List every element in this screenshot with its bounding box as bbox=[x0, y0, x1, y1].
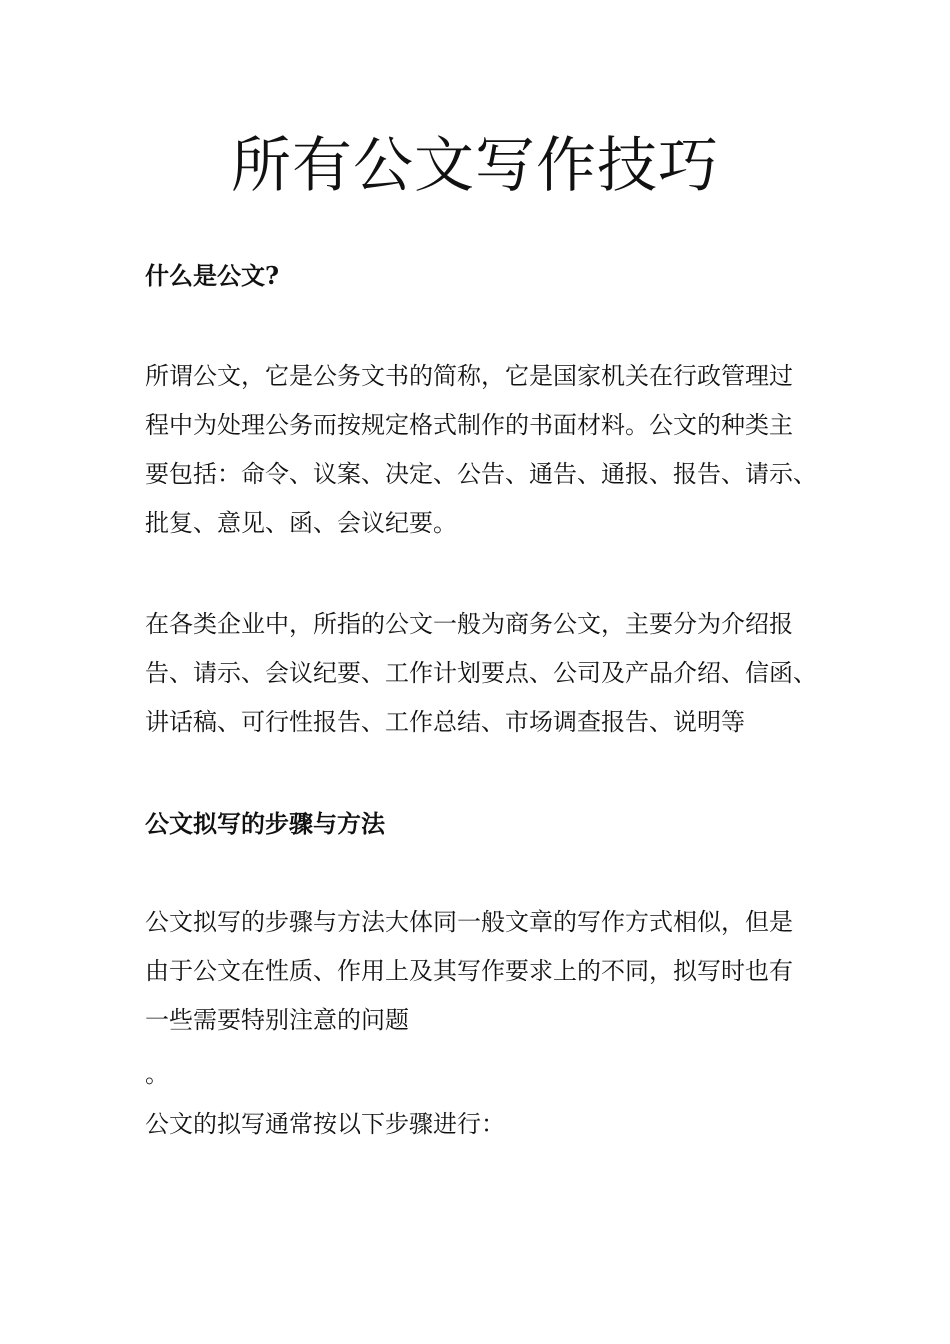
paragraph-line: 讲话稿、可行性报告、工作总结、市场调查报告、说明等 bbox=[145, 708, 745, 736]
section-heading-what-is-official-document: 什么是公文? bbox=[145, 261, 280, 290]
paragraph-line: 批复、意见、函、会议纪要。 bbox=[145, 509, 457, 537]
paragraph-line: 由于公文在性质、作用上及其写作要求上的不同，拟写时也有 bbox=[145, 957, 793, 985]
paragraph-line: 程中为处理公务而按规定格式制作的书面材料。公文的种类主 bbox=[145, 411, 793, 439]
paragraph-line: 公文拟写的步骤与方法大体同一般文章的写作方式相似，但是 bbox=[145, 908, 793, 936]
document-title: 所有公文写作技巧 bbox=[231, 131, 719, 201]
paragraph-drafting-methods bbox=[145, 898, 825, 1045]
paragraph-line: 要包括：命令、议案、决定、公告、通告、通报、报告、请示、 bbox=[145, 460, 817, 488]
paragraph-business-documents bbox=[145, 600, 825, 747]
section-heading-drafting-steps: 公文拟写的步骤与方法 bbox=[145, 809, 385, 838]
paragraph-line: 一些需要特别注意的问题 bbox=[145, 1006, 409, 1034]
paragraph-line: 告、请示、会议纪要、工作计划要点、公司及产品介绍、信函、 bbox=[145, 659, 817, 687]
paragraph-line: 在各类企业中，所指的公文一般为商务公文，主要分为介绍报 bbox=[145, 610, 793, 638]
paragraph-definition bbox=[145, 352, 825, 548]
paragraph-line: 所谓公文，它是公务文书的简称，它是国家机关在行政管理过 bbox=[145, 362, 793, 390]
steps-intro-text: 公文的拟写通常按以下步骤进行： bbox=[145, 1110, 505, 1138]
trailing-period: 。 bbox=[145, 1060, 169, 1088]
